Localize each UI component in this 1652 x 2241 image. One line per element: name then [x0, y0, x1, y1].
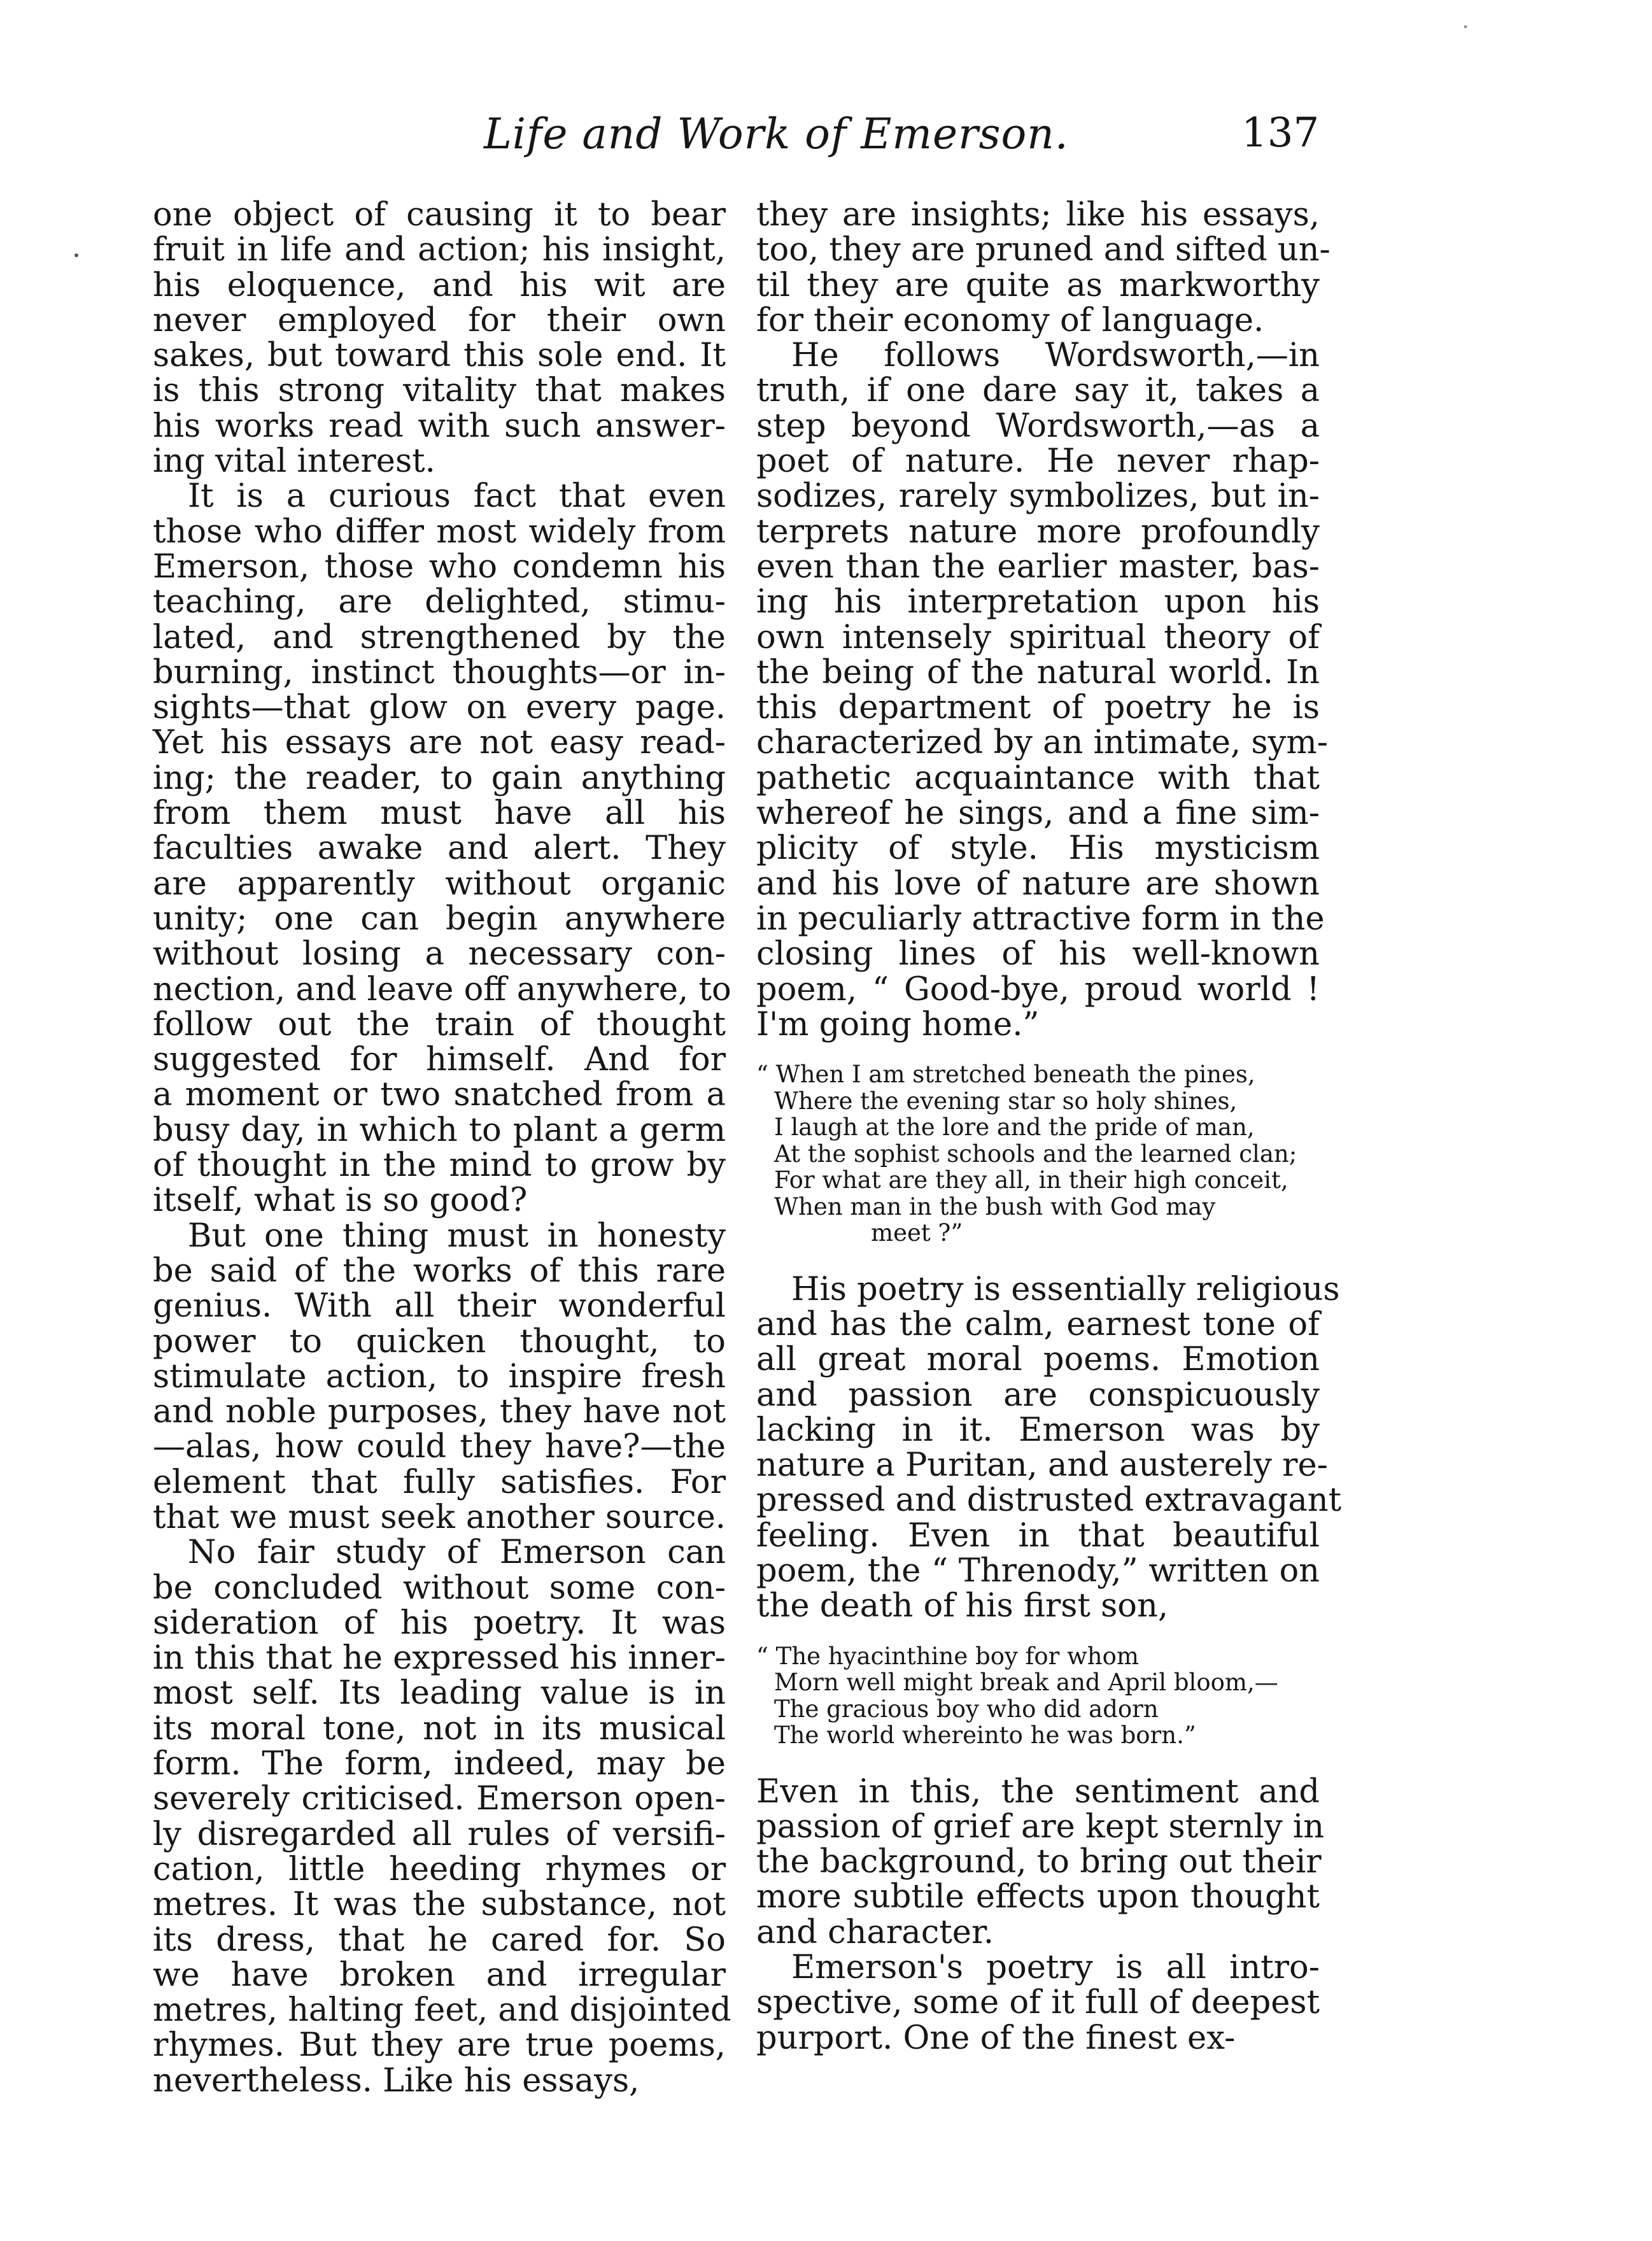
text-line: poem, the “ Threnody,” written on — [756, 1552, 1320, 1590]
text-line: genius. With all their wonderful — [153, 1287, 726, 1326]
scan-speck — [1464, 25, 1467, 28]
text-line: never employed for their own — [153, 301, 726, 339]
text-line: its dress, that he cared for. So — [153, 1921, 726, 1959]
text-line: is this strong vitality that makes — [153, 372, 726, 410]
text-line: fruit in life and action; his insight, — [153, 231, 726, 269]
text-line: own intensely spiritual theory of — [756, 618, 1320, 656]
right-column — [756, 196, 1342, 2057]
poem-line: Morn well might break and April bloom,— — [774, 1669, 1278, 1697]
text-line: its moral tone, not in its musical — [153, 1709, 726, 1748]
text-line: faculties awake and alert. They — [153, 830, 726, 868]
text-line: a moment or two snatched from a — [153, 1076, 726, 1114]
text-line: the background, to bring out their — [756, 1843, 1322, 1881]
text-line: plicity of style. His mysticism — [756, 830, 1320, 868]
text-line: are apparently without organic — [153, 865, 726, 903]
text-line: even than the earlier master, bas- — [756, 548, 1320, 586]
poem-line: I laugh at the lore and the pride of man, — [774, 1113, 1255, 1142]
text-line: they are insights; like his essays, — [756, 196, 1320, 234]
text-line: be said of the works of this rare — [153, 1252, 726, 1290]
text-line: sodizes, rarely symbolizes, but in- — [756, 477, 1320, 516]
text-line: and noble purposes, they have not — [153, 1393, 726, 1431]
text-line: we have broken and irregular — [153, 1956, 726, 1994]
text-line: No fair study of Emerson can — [188, 1534, 726, 1572]
right-column-part-c — [756, 1772, 1325, 2057]
text-line: truth, if one dare say it, takes a — [756, 372, 1320, 410]
page-header — [0, 102, 1652, 166]
poem-line: meet ?” — [871, 1219, 963, 1247]
text-line: ing; the reader, to gain anything — [153, 759, 726, 797]
text-line: metres. It was the substance, not — [153, 1886, 726, 1924]
text-line: step beyond Wordsworth,—as a — [756, 407, 1320, 445]
text-line: rhymes. But they are true poems, — [153, 2026, 726, 2065]
text-line: this department of poetry he is — [756, 689, 1320, 727]
text-line: and has the calm, earnest tone of — [756, 1305, 1320, 1343]
text-line: ing vital interest. — [153, 442, 435, 481]
poem-line: “ When I am stretched beneath the pines, — [756, 1061, 1255, 1089]
text-line: and character. — [756, 1913, 994, 1951]
text-line: most self. Its leading value is in — [153, 1674, 726, 1713]
text-line: sideration of his poetry. It was — [153, 1604, 726, 1642]
poem-quote-threnody — [756, 1643, 1320, 1749]
text-line: from them must have all his — [153, 795, 726, 833]
text-line: terprets nature more profoundly — [756, 513, 1320, 551]
text-line: all great moral poems. Emotion — [756, 1341, 1320, 1379]
poem-line: For what are they all, in their high conceit, — [774, 1166, 1288, 1194]
text-line: suggested for himself. And for — [153, 1041, 726, 1079]
text-line: Yet his essays are not easy read- — [153, 724, 726, 762]
poem-line: The world whereinto he was born.” — [774, 1721, 1196, 1750]
text-line: and passion are conspicuously — [756, 1376, 1320, 1414]
text-line: teaching, are delighted, stimu- — [153, 583, 726, 621]
text-line: without losing a necessary con- — [153, 935, 726, 973]
text-line: stimulate action, to inspire fresh — [153, 1357, 726, 1396]
text-line: —alas, how could they have?—the — [153, 1428, 726, 1466]
text-line: itself, what is so good? — [153, 1182, 528, 1220]
text-line: and his love of nature are shown — [756, 865, 1320, 903]
poem-line: At the sophist schools and the learned clan; — [774, 1140, 1297, 1168]
text-line: metres, halting feet, and disjointed — [153, 1991, 731, 2030]
text-line: feeling. Even in that beautiful — [756, 1516, 1320, 1555]
text-line: til they are quite as markworthy — [756, 266, 1320, 304]
text-line: poet of nature. He never rhap- — [756, 442, 1320, 481]
margin-dot — [74, 253, 78, 257]
text-line: lated, and strengthened by the — [153, 618, 726, 656]
text-line: ly disregarded all rules of versifi- — [153, 1815, 726, 1853]
text-line: purport. One of the finest ex- — [756, 2019, 1236, 2057]
text-line: characterized by an intimate, sym- — [756, 724, 1328, 762]
text-line: sakes, but toward this sole end. It — [153, 337, 726, 375]
text-line: nection, and leave off anywhere, to — [153, 970, 731, 1008]
text-line: the being of the natural world. In — [756, 653, 1320, 691]
text-line: poem, “ Good-bye, proud world ! — [756, 970, 1320, 1008]
text-line: nevertheless. Like his essays, — [153, 2061, 640, 2100]
text-line: the death of his first son, — [756, 1587, 1169, 1625]
text-line: spective, some of it full of deepest — [756, 1984, 1320, 2022]
poem-line: When man in the bush with God may — [774, 1192, 1216, 1220]
text-line: element that fully satisfies. For — [153, 1463, 726, 1501]
text-line: pressed and distrusted extravagant — [756, 1481, 1342, 1520]
text-line: whereof he sings, and a fine sim- — [756, 795, 1320, 833]
text-line: busy day, in which to plant a germ — [153, 1111, 726, 1149]
text-line: Emerson's poetry is all intro- — [791, 1949, 1320, 1987]
text-line: his eloquence, and his wit are — [153, 266, 726, 304]
text-line: in this that he expressed his inner- — [153, 1639, 726, 1678]
text-line: Emerson, those who condemn his — [153, 548, 726, 586]
text-line: passion of grief are kept sternly in — [756, 1807, 1325, 1846]
text-line: ing his interpretation upon his — [756, 583, 1320, 621]
text-line: that we must seek another source. — [153, 1498, 726, 1536]
poem-line: Where the evening star so holy shines, — [774, 1087, 1238, 1115]
text-line: pathetic acquaintance with that — [756, 759, 1320, 797]
text-line: in peculiarly attractive form in the — [756, 900, 1325, 938]
left-column — [153, 196, 731, 2100]
text-line: one object of causing it to bear — [153, 196, 726, 234]
text-line: But one thing must in honesty — [188, 1217, 726, 1255]
text-line: He follows Wordsworth,—in — [791, 337, 1320, 375]
text-line: closing lines of his well-known — [756, 935, 1320, 973]
text-line: His poetry is essentially religious — [791, 1270, 1340, 1308]
text-line: lacking in it. Emerson was by — [756, 1411, 1320, 1449]
text-line: of thought in the mind to grow by — [153, 1147, 726, 1185]
poem-line: The gracious boy who did adorn — [774, 1695, 1159, 1723]
text-line: nature a Puritan, and austerely re- — [756, 1446, 1328, 1485]
text-line: sights—that glow on every page. — [153, 689, 726, 727]
text-line: more subtile effects upon thought — [756, 1878, 1320, 1916]
text-line: form. The form, indeed, may be — [153, 1745, 726, 1783]
poem-quote-goodbye — [756, 1061, 1320, 1247]
text-line: too, they are pruned and sifted un- — [756, 231, 1331, 269]
text-line: power to quicken thought, to — [153, 1322, 726, 1361]
text-line: severely criticised. Emerson open- — [153, 1780, 726, 1818]
text-line: his works read with such answer- — [153, 407, 726, 445]
text-line: for their economy of language. — [756, 301, 1264, 339]
text-line: follow out the train of thought — [153, 1005, 726, 1043]
page-number: 137 — [1241, 110, 1320, 157]
text-line: Even in this, the sentiment and — [756, 1772, 1320, 1811]
text-line: I'm going home.” — [756, 1005, 1040, 1043]
text-line: burning, instinct thoughts—or in- — [153, 653, 726, 691]
poem-line: “ The hyacinthine boy for whom — [756, 1642, 1139, 1670]
running-title: Life and Work of Emerson. — [484, 110, 1069, 159]
text-line: be concluded without some con- — [153, 1569, 726, 1607]
right-column-part-a — [756, 196, 1331, 1043]
text-line: cation, little heeding rhymes or — [153, 1850, 726, 1888]
right-column-part-b — [756, 1270, 1342, 1625]
text-line: those who differ most widely from — [153, 513, 726, 551]
text-line: unity; one can begin anywhere — [153, 900, 726, 938]
text-line: It is a curious fact that even — [188, 477, 726, 516]
